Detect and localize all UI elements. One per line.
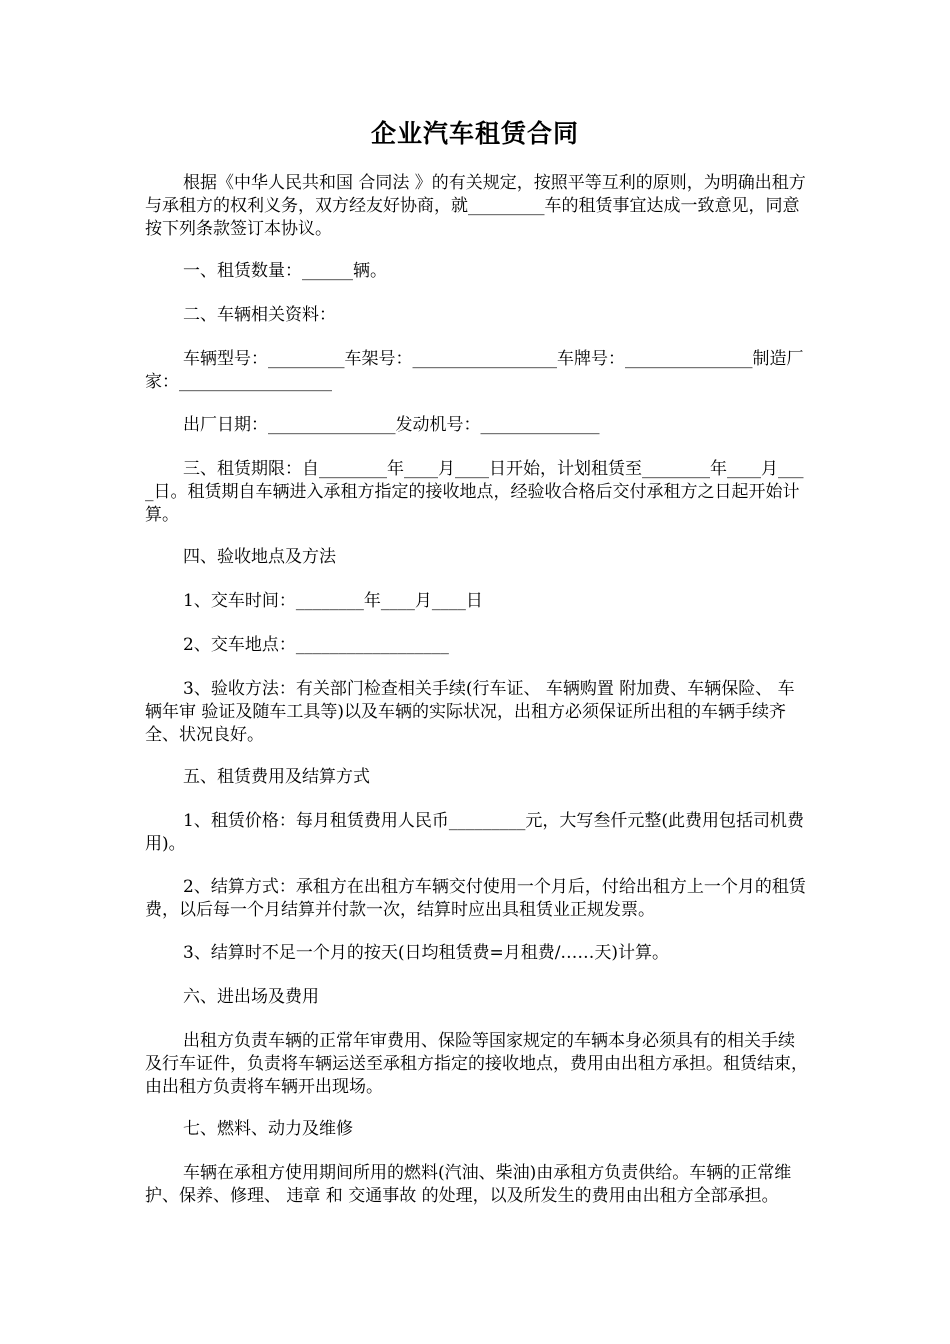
document-title: 企业汽车租赁合同: [370, 119, 579, 148]
partial-month-settlement: 3、结算时不足一个月的按天(日均租赁费=月租费/……天)计算。: [183, 943, 670, 963]
clause-1-rental-quantity: 一、租赁数量：______辆。: [183, 261, 387, 281]
manufacture-date-fields: 出厂日期：_______________发动机号：______________: [183, 415, 600, 435]
clause-4-acceptance-heading: 四、验收地点及方法: [183, 547, 336, 567]
clause-2-vehicle-info-heading: 二、车辆相关资料：: [183, 305, 336, 325]
settlement-method: 2、结算方式：承租方在出租方车辆交付使用一个月后，付给出租方上一个月的租赁费，以后每一个月结算并付款一次，结算时应出具租赁业正规发票。: [145, 877, 806, 920]
delivery-time: 1、交车时间：________年____月____日: [183, 591, 483, 611]
vehicle-model-fields: 车辆型号：_________车架号：_________________车牌号：_______________制造厂家：__________________: [145, 349, 804, 392]
fuel-maintenance-terms: 车辆在承租方使用期间所用的燃料(汽油、柴油)由承租方负责供给。车辆的正常维护、保养、修理、 违章 和 交通事故 的处理，以及所发生的费用由出租方全部承担。: [145, 1163, 792, 1206]
acceptance-method: 3、验收方法：有关部门检查相关手续(行车证、 车辆购置 附加费、车辆保险、 车辆年审 验证及随车工具等)以及车辆的实际状况，出租方必须保证所出租的车辆手续齐全、状况良好。: [145, 679, 795, 745]
clause-5-fees-heading: 五、租赁费用及结算方式: [183, 767, 370, 787]
rental-price: 1、租赁价格：每月租赁费用人民币_________元，大写叁仟元整(此费用包括司机费用)。: [145, 811, 804, 854]
clause-6-entry-exit-heading: 六、进出场及费用: [183, 987, 319, 1007]
delivery-location: 2、交车地点：__________________: [183, 635, 449, 655]
paragraph-preamble: 根据《中华人民共和国 合同法 》的有关规定，按照平等互利的原则，为明确出租方与承租方的权利义务，双方经友好协商，就_________车的租赁事宜达成一致意见，同意按下列条款签订本协议。: [145, 173, 806, 239]
clause-3-rental-period: 三、租赁期限：自________年____月____日开始，计划租赁至________年____月____日。租赁期自车辆进入承租方指定的接收地点，经验收合格后交付承租方之日起开始计算。: [145, 459, 804, 525]
entry-exit-costs: 出租方负责车辆的正常年审费用、保险等国家规定的车辆本身必须具有的相关手续及行车证件，负责将车辆运送至承租方指定的接收地点，费用由出租方承担。租赁结束，由出租方负责将车辆开出现场。: [145, 1031, 808, 1097]
clause-7-fuel-maintenance-heading: 七、燃料、动力及维修: [183, 1119, 353, 1139]
